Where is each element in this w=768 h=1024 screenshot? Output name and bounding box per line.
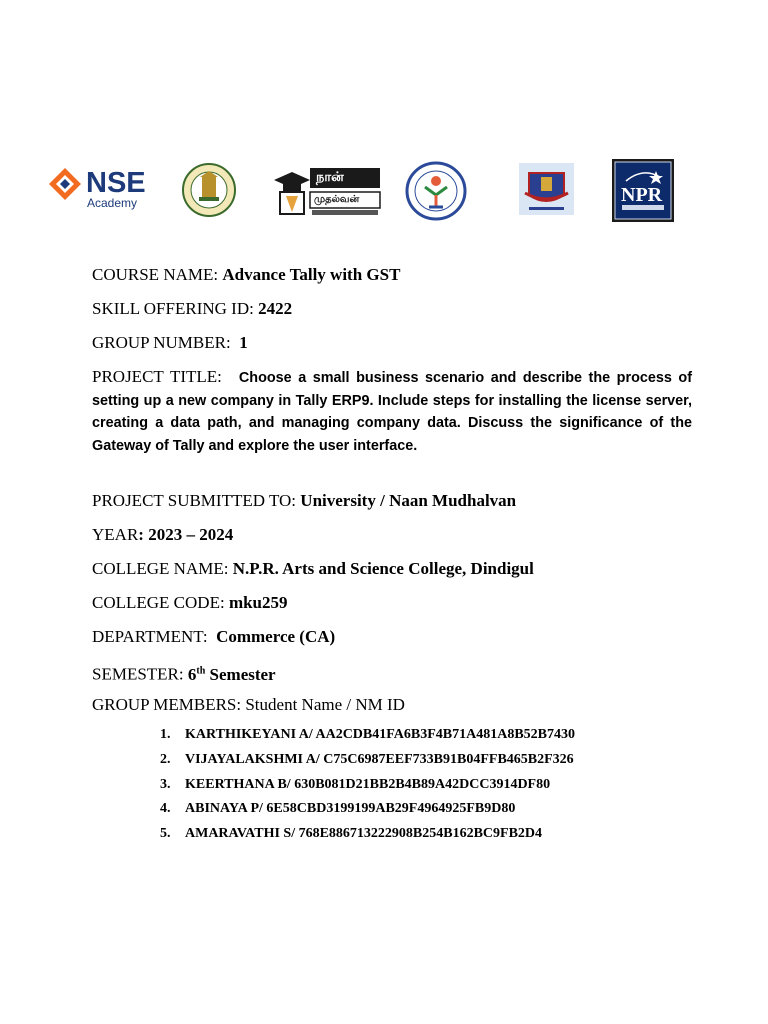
code-label: COLLEGE CODE: — [92, 593, 229, 612]
members-list — [160, 723, 575, 847]
list-item-text: KARTHIKEYANI A/ AA2CDB41FA6B3F4B71A481A8B52B7430 — [185, 727, 575, 742]
college-label: COLLEGE NAME: — [92, 559, 233, 578]
nse-academy-logo — [48, 166, 158, 212]
submitted-value: University / Naan Mudhalvan — [300, 491, 517, 510]
university-seal-icon — [405, 161, 467, 221]
list-item-text: KEERTHANA B/ 630B081D21BB2B4B89A42DCC3914DF80 — [185, 776, 551, 792]
project-title-paragraph — [92, 366, 692, 457]
sem-word: Semester — [205, 664, 276, 684]
dept-value: Commerce (CA) — [216, 627, 336, 646]
college-value: N.P.R. Arts and Science College, Dindigul — [232, 559, 534, 578]
list-item — [160, 797, 575, 822]
npr-logo — [612, 159, 674, 222]
sem-number: 6 — [187, 664, 197, 684]
group-value: 1 — [239, 333, 248, 352]
members-label: GROUP MEMBERS: Student Name / NM ID — [92, 695, 405, 714]
emblem-seal-icon — [182, 163, 236, 217]
college-code-line — [92, 593, 288, 613]
course-name-line — [92, 265, 400, 285]
nse-mark-icon — [48, 167, 82, 201]
project-value: Choose a small business scenario and describe the process of setting up a new company in Tally ERP9. Include steps for installing the license server, creating a data path, and managing company data. Discuss the significance of the Gateway of Tally and explore the user interface. — [92, 370, 692, 454]
skill-offering-line — [92, 299, 292, 319]
year-label: YEAR — [92, 525, 139, 544]
code-value: mku259 — [228, 593, 288, 612]
department-line — [92, 627, 335, 647]
logo-strip — [0, 0, 768, 240]
year-line — [92, 525, 233, 545]
list-item — [160, 773, 575, 798]
nse-sub: Academy — [87, 196, 138, 210]
submitted-to-line — [92, 491, 516, 511]
semester-line — [92, 661, 276, 685]
dept-label: DEPARTMENT: — [92, 627, 217, 646]
list-item-number: 2. — [160, 751, 171, 767]
course-label: COURSE NAME: — [92, 265, 223, 284]
group-label: GROUP NUMBER: — [92, 333, 240, 352]
list-item-text: AMARAVATHI S/ 768E886713222908B254B162BC9FB2D4 — [185, 826, 543, 842]
naan-mudhalvan-logo — [272, 164, 382, 220]
group-members-line — [92, 695, 405, 715]
list-item-text: VIJAYALAKSHMI A/ C75C6987EEF733B91B04FFB465B2F326 — [185, 751, 574, 767]
list-item-number: 3. — [160, 776, 171, 792]
skill-label: SKILL OFFERING ID: — [92, 299, 259, 318]
npr-word: NPR — [621, 184, 663, 206]
list-item-number: 1. — [160, 727, 171, 742]
skill-value: 2422 — [258, 299, 293, 318]
sem-label: SEMESTER: — [92, 664, 188, 684]
group-number-line — [92, 333, 248, 353]
crest-icon — [519, 163, 574, 215]
list-item — [160, 723, 575, 748]
list-item-number: 5. — [160, 826, 171, 842]
course-value: Advance Tally with GST — [222, 265, 401, 284]
mudhalvan-word: முதல்வன் — [314, 194, 360, 205]
list-item — [160, 822, 575, 847]
year-value: : 2023 – 2024 — [138, 525, 234, 544]
tamil-nadu-emblem — [182, 163, 236, 217]
list-item-text: ABINAYA P/ 6E58CBD3199199AB29F4964925FB9D80 — [185, 801, 516, 817]
naan-word: நான் — [316, 170, 344, 185]
university-logo — [405, 161, 467, 221]
college-crest-logo — [519, 163, 574, 215]
sem-suffix: th — [196, 665, 206, 676]
list-item — [160, 748, 575, 773]
college-name-line — [92, 559, 534, 579]
nse-word: NSE — [86, 167, 146, 199]
list-item-number: 4. — [160, 801, 171, 817]
project-label: PROJECT TITLE: — [92, 367, 222, 386]
submitted-label: PROJECT SUBMITTED TO: — [92, 491, 301, 510]
project-title-block — [92, 366, 692, 457]
